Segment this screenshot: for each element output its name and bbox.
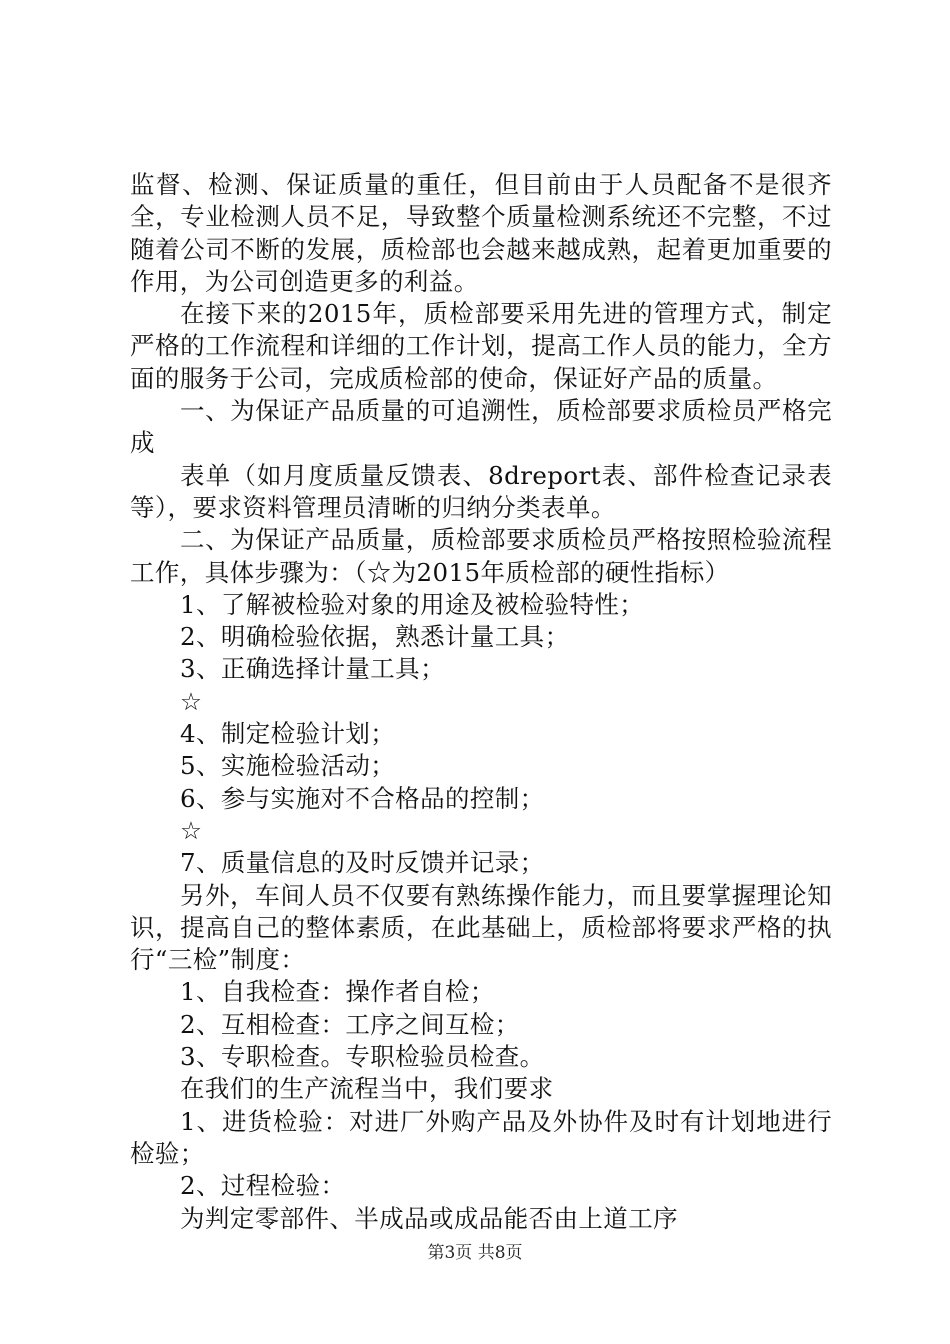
paragraph: 7、质量信息的及时反馈并记录； [180,848,545,878]
paragraph: 表单（如月度质量反馈表、8dreport表、部件检查记录表等），要求资料管理员清晰的归纳分类表单。 [130,460,832,522]
paragraph: 3、专职检查。专职检验员检查。 [180,1042,545,1072]
paragraph: 监督、检测、保证质量的重任，但目前由于人员配备不是很齐全，专业检测人员不足，导致整个质量检测系统还不完整，不过随着公司不断的发展，质检部也会越来越成熟，起着更加重要的作用，为公司创造更多的利益。 [130,170,832,296]
page-footer [0,1241,950,1265]
paragraph: 5、实施检验活动； [180,751,396,781]
paragraph: 2、互相检查：工序之间互检； [180,1009,520,1039]
page-number: 第3页 共8页 [427,1243,523,1263]
paragraph: 1、自我检查：操作者自检； [180,977,495,1007]
document-body [130,169,832,1235]
paragraph: 为判定零部件、半成品或成品能否由上道工序 [180,1203,678,1233]
paragraph: 二、为保证产品质量，质检部要求质检员严格按照检验流程工作，具体步骤为：（☆为2015年质检部的硬性指标） [130,525,832,587]
paragraph: 2、过程检验： [180,1171,346,1201]
paragraph: 在我们的生产流程当中，我们要求 [180,1074,554,1104]
paragraph: 1、进货检验：对进厂外购产品及外协件及时有计划地进行检验； [130,1106,832,1168]
paragraph: 另外，车间人员不仅要有熟练操作能力，而且要掌握理论知识，提高自己的整体素质，在此基础上，质检部将要求严格的执行“三检”制度： [130,880,832,975]
paragraph: 1、了解被检验对象的用途及被检验特性； [180,589,645,619]
star-marker: ☆ [180,686,203,716]
paragraph: 4、制定检验计划； [180,719,396,749]
star-marker: ☆ [180,815,203,845]
paragraph: 2、明确检验依据，熟悉计量工具； [180,622,570,652]
paragraph: 在接下来的2015年，质检部要采用先进的管理方式，制定严格的工作流程和详细的工作计划，提高工作人员的能力，全方面的服务于公司，完成质检部的使命，保证好产品的质量。 [130,299,832,393]
paragraph: 3、正确选择计量工具； [180,654,445,684]
paragraph: 6、参与实施对不合格品的控制； [180,783,545,813]
paragraph: 一、为保证产品质量的可追溯性，质检部要求质检员严格完成 [130,396,832,458]
